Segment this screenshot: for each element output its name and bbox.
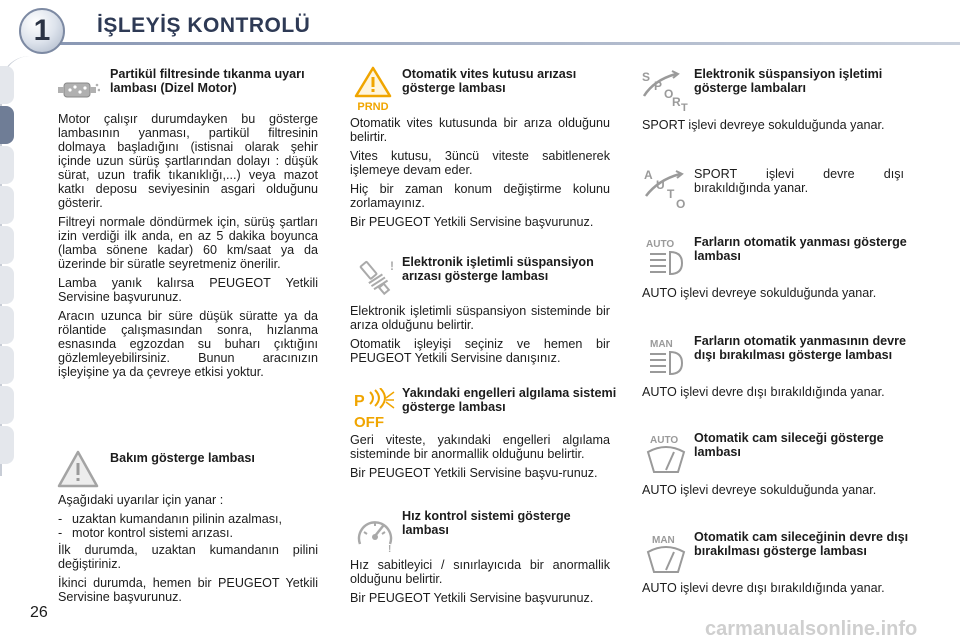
chapter-tab-active[interactable] [0, 106, 14, 144]
gearbox-icon-text: PRND [357, 101, 389, 112]
gearbox-heading: Otomatik vites kutusu arızası gösterge lambası [402, 67, 577, 95]
speed-paragraph: Bir PEUGEOT Yetkili Servisine başvurunuz. [350, 591, 594, 605]
svg-text:!: ! [390, 259, 394, 273]
maintenance-text [58, 493, 318, 609]
bullet-dash: - [58, 512, 63, 526]
particle-filter-icon [58, 76, 100, 104]
parking-heading: Yakındaki engelleri algılama sistemi gösterge lambası [402, 386, 617, 414]
auto-wiper-icon [644, 432, 688, 476]
auto-lights-icon-text: AUTO [646, 239, 675, 250]
maintenance-bullet [58, 526, 318, 540]
watermark: carmanualsonline.info [705, 618, 918, 640]
suspension-fault-heading: Elektronik işletimli süspansiyon arızası gösterge lambası [402, 255, 594, 283]
page-number: 26 [30, 604, 48, 621]
auto-wipers-heading: Otomatik cam sileceği gösterge lambası [694, 431, 884, 459]
chapter-number: 1 [33, 14, 51, 47]
maintenance-bullet [58, 512, 318, 526]
speed-text [350, 558, 610, 610]
parking-paragraph: Geri viteste, yakındaki engelleri algılama sisteminde bir anormallik olduğunu belirtir. [350, 433, 610, 461]
parking-icon-text: OFF [354, 414, 384, 430]
speed-heading: Hız kontrol sistemi gösterge lambası [402, 509, 571, 537]
chapter-tab[interactable] [0, 266, 14, 304]
chapter-tabs [0, 60, 14, 480]
sport-heading: Elektronik süspansiyon işletimi gösterge lambaları [694, 67, 883, 95]
speed-paragraph: Hız sabitleyici / sınırlayıcıda bir anormallik olduğunu belirtir. [350, 558, 610, 586]
suspension-fault-icon [353, 256, 397, 300]
gearbox-warning-icon [350, 66, 396, 112]
auto-letter: O [676, 197, 686, 210]
auto-wipers-text: AUTO işlevi devreye sokulduğunda yanar. [642, 483, 877, 497]
sport-off-text: SPORT işlevi devre dışı bırakıldığında yanar. [694, 167, 904, 195]
sport-letter: P [654, 79, 663, 93]
bullet-text: motor kontrol sistemi arızası. [72, 526, 233, 540]
chapter-badge [19, 8, 65, 54]
gearbox-paragraph: Otomatik vites kutusunda bir arıza olduğunu belirtir. [350, 116, 610, 144]
gearbox-paragraph: Vites kutusu, 3üncü viteste sabitlenerek işlemeye devam eder. [350, 149, 610, 177]
dpf-paragraph: Lamba yanık kalırsa PEUGEOT Yetkili Servisine başvurunuz. [58, 276, 318, 304]
man-wipers-text: AUTO işlevi devre dışı bırakıldığında yanar. [642, 581, 885, 595]
dpf-paragraph: Motor çalışır durumdayken bu gösterge lambasının yanması, partikül filtresinin dolmaya başladığını (istisnai olarak şehir içinde uzun sürüş şartlarından dolayı : düşük sürat, uzun trafik tıkanıklığı,...) veya mazot katkı deposu seviyesinin asgari olduğunu gösterir. [58, 112, 318, 210]
sport-letter: T [681, 102, 688, 112]
suspension-fault-text [350, 304, 610, 370]
parking-text [350, 433, 610, 485]
gearbox-paragraph: Hiç bir zaman konum değiştirme kolunu zorlamayınız. [350, 182, 610, 210]
dpf-text [58, 112, 318, 384]
man-lights-heading: Farların otomatik yanmasının devre dışı bırakılması gösterge lambası [694, 334, 907, 362]
dpf-heading: Partikül filtresinde tıkanma uyarı lambası (Dizel Motor) [110, 67, 305, 95]
warning-triangle-icon [56, 449, 100, 489]
sport-off-icon [642, 166, 690, 210]
auto-headlamp-icon [644, 236, 690, 278]
chapter-tab[interactable] [0, 186, 14, 224]
maintenance-paragraph: İlk durumda, uzaktan kumandanın pilini değiştiriniz. [58, 543, 318, 571]
header-stripe [60, 42, 960, 45]
sport-letter: R [672, 95, 681, 109]
chapter-tab[interactable] [0, 226, 14, 264]
page-title: İŞLEYİŞ KONTROLÜ [97, 14, 311, 37]
bullet-dash: - [58, 526, 63, 540]
manual-wiper-icon [644, 532, 688, 576]
man-lights-icon-text: MAN [650, 339, 673, 350]
auto-letter: T [667, 187, 675, 201]
auto-lights-text: AUTO işlevi devreye sokulduğunda yanar. [642, 286, 877, 300]
parking-paragraph: Bir PEUGEOT Yetkili Servisine başvu-runuz. [350, 466, 598, 480]
bullet-text: uzaktan kumandanın pilinin azalması, [72, 512, 283, 526]
man-wipers-heading: Otomatik cam sileceğinin devre dışı bırakılması gösterge lambası [694, 530, 909, 558]
dpf-paragraph: Filtreyi normale döndürmek için, sürüş şartları izin verdiği ilk anda, en az 5 dakika boyunca (lamba sönene kadar) 60 km/saat ya da üzerinde bir süratle seyretmeniz önerilir. [58, 215, 318, 271]
gearbox-text [350, 116, 610, 234]
manual-headlamp-icon [644, 336, 690, 378]
dpf-paragraph: Aracın uzunca bir süre düşük süratte ya da rölantide çalışmasından sonra, hızlanma esnasında egzozdan su buharı çıktığını gözlemleyebilirsiniz. Bunun aracınızın işleyişine ya da çevreye etkisi yoktur. [58, 309, 318, 379]
svg-text:!: ! [388, 544, 392, 554]
sport-letter: S [642, 70, 651, 84]
man-lights-text: AUTO işlevi devre dışı bırakıldığında yanar. [642, 385, 885, 399]
auto-wipers-icon-text: AUTO [650, 435, 679, 446]
auto-lights-heading: Farların otomatik yanması gösterge lambası [694, 235, 907, 263]
chapter-tab[interactable] [0, 346, 14, 384]
sport-mode-icon [640, 68, 690, 112]
parking-sensor-icon [352, 388, 396, 430]
chapter-tab[interactable] [0, 386, 14, 424]
man-wipers-icon-text: MAN [652, 535, 675, 546]
chapter-tab[interactable] [0, 66, 14, 104]
suspension-fault-paragraph: Otomatik işleyişi seçiniz ve hemen bir PEUGEOT Yetkili Servisine danışınız. [350, 337, 610, 365]
speed-limiter-icon [354, 512, 396, 554]
chapter-tab[interactable] [0, 306, 14, 344]
sport-text: SPORT işlevi devreye sokulduğunda yanar. [642, 118, 885, 132]
chapter-tab[interactable] [0, 146, 14, 184]
sport-letter: O [664, 87, 674, 101]
suspension-fault-paragraph: Elektronik işletimli süspansiyon sisteminde bir arıza olduğunu belirtir. [350, 304, 610, 332]
maintenance-intro: Aşağıdaki uyarılar için yanar : [58, 493, 224, 507]
maintenance-paragraph: İkinci durumda, hemen bir PEUGEOT Yetkili Servisine başvurunuz. [58, 576, 318, 604]
chapter-tab[interactable] [0, 426, 14, 464]
gearbox-paragraph: Bir PEUGEOT Yetkili Servisine başvurunuz. [350, 215, 594, 229]
maintenance-heading: Bakım gösterge lambası [110, 451, 255, 465]
auto-letter: U [656, 178, 665, 192]
auto-letter: A [644, 168, 653, 182]
svg-text:P: P [354, 393, 365, 410]
